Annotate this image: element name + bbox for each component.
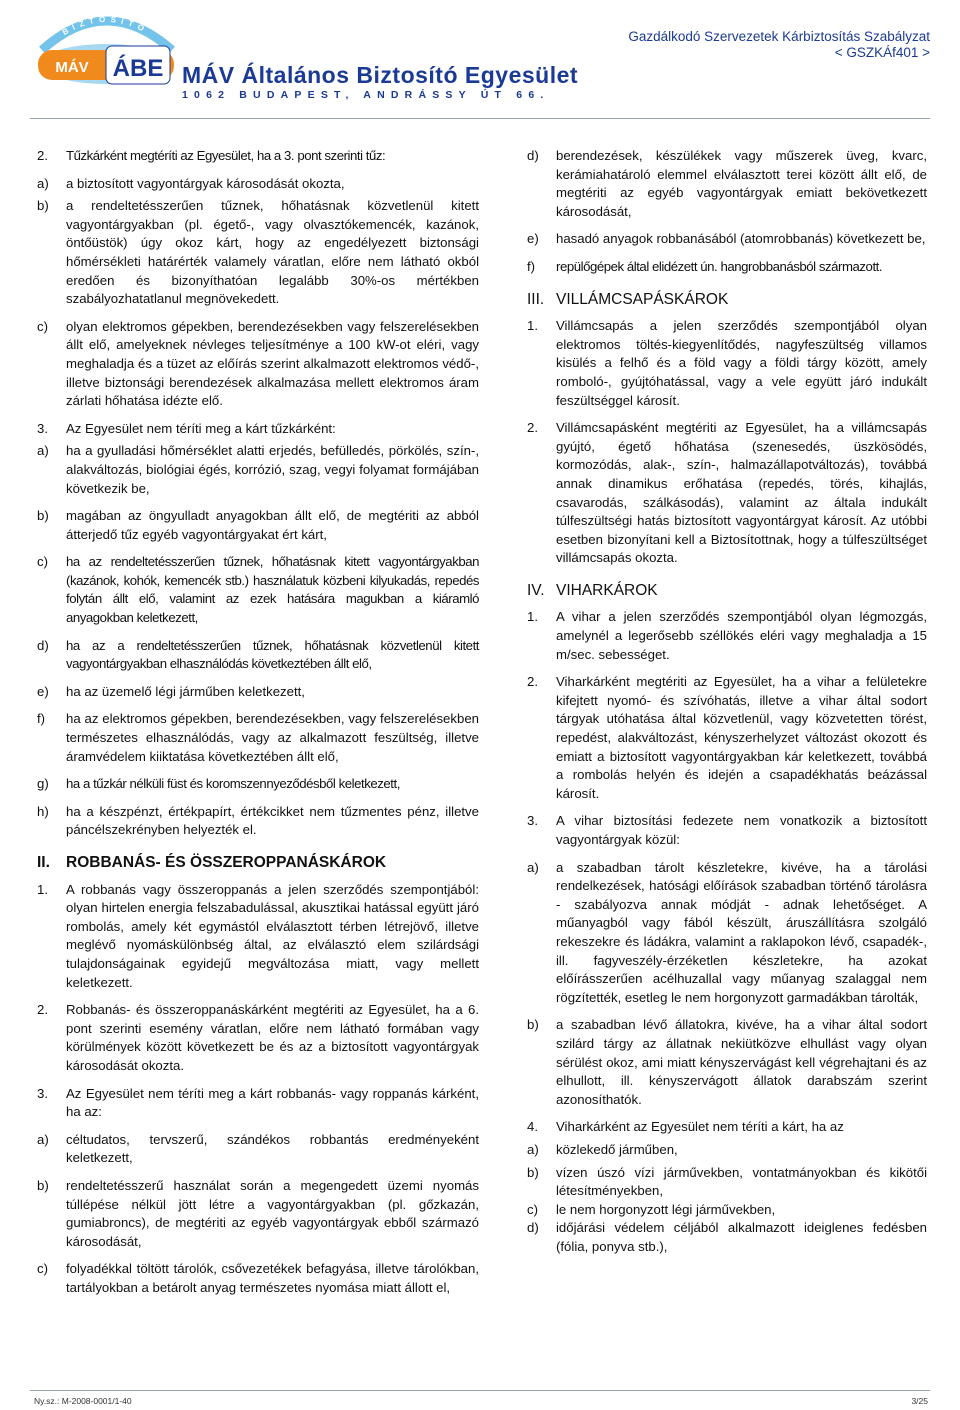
item-label: d) — [527, 148, 539, 163]
item-label: e) — [527, 231, 539, 247]
list-item — [527, 673, 927, 803]
list-item — [37, 1177, 479, 1251]
section-heading — [527, 582, 927, 601]
item-label: 3. — [527, 813, 538, 829]
list-item — [37, 710, 479, 766]
list-item — [37, 683, 479, 702]
list-item — [527, 147, 927, 221]
item-label: 1. — [37, 881, 48, 897]
list-item — [37, 318, 479, 411]
item-text: a szabadban tárolt készletekre, kivéve, ha a tárolási rendelkezések, hatósági előírások szabadban történő tárolásra - szabályozva annak módját - adnak lehetőséget. A műanyagból vagy fából készült, áruszállításra szolgáló rekeszekre és ládákra, valamint a raklapokon lévő, csapadék-, ill. fagyveszély-érzéketlen készletekre, ha azokat előírásszerűen acélhuzallal vagy műanyag szalaggal nem rögzítették, esetleg le nem horgonyzott garmadákban tárolták, — [556, 859, 927, 1005]
item-text: Az Egyesület nem téríti meg a kárt tűzkárként: — [66, 420, 336, 436]
item-text: a szabadban lévő állatokra, kivéve, ha a vihar által sodort szilárd tárgy az állatnak nekiütközve elhullást vagy olyan sérülést okoz, ami miatt kényszervágást kell végrehajtani és az elhullott, ill. kényszervágott állatok darabszám szerint azonosíthatók. — [556, 1017, 927, 1107]
item-label: a) — [527, 1141, 539, 1157]
item-text: hasadó anyagok robbanásából (atomrobbanás) következett be, — [556, 231, 926, 247]
list-item — [527, 419, 927, 568]
list-item — [527, 1201, 927, 1220]
mav-abe-logo — [32, 6, 180, 88]
list-item — [527, 317, 927, 410]
header-divider — [30, 118, 930, 119]
item-text: ha a tűzkár nélküli füst és koromszennyeződésből keletkezett, — [66, 776, 400, 792]
item-label: b) — [37, 198, 49, 214]
item-label: d) — [527, 1220, 539, 1236]
list-item — [37, 442, 479, 498]
item-label: c) — [527, 1201, 538, 1217]
list-item — [37, 175, 479, 194]
footer-divider — [30, 1390, 930, 1391]
item-text: a rendeltetésszerűen tűznek, hőhatásnak közvetlenül kitett vagyontárgyakban (pl. égető-, vagy olvasztókemencék, kazánok, öntőüstök) úgy okoz kárt, hogy az engedélyezett biztonsági hőmérsékleti határérték valamely váratlan, előre nem látható okból eredően és bizonyíthatóan legalább 30%-os mértékben szabályozhatatlanul megnövekedett. — [66, 198, 479, 307]
org-address: 1062 BUDAPEST, ANDRÁSSY ÚT 66. — [182, 89, 550, 101]
item-label: a) — [37, 443, 49, 459]
list-item — [37, 1085, 479, 1122]
list-item — [37, 553, 479, 627]
item-label: e) — [37, 683, 49, 699]
org-name: MÁV Általános Biztosító Egyesület — [182, 62, 579, 88]
section-title: VIHARKÁROK — [556, 581, 658, 599]
page-header — [0, 0, 960, 120]
list-item — [527, 608, 927, 664]
regulation-code: < GSZKÁf401 > — [834, 45, 930, 60]
item-label: a) — [37, 1131, 49, 1147]
section-heading — [527, 291, 927, 310]
item-label: 2. — [527, 420, 538, 436]
item-text: közlekedő járműben, — [556, 1141, 678, 1157]
item-text: időjárási védelem céljából alkalmazott ideiglenes fedésben (fólia, ponyva stb.), — [556, 1220, 927, 1254]
list-item — [527, 258, 927, 277]
item-text: vízen úszó vízi járművekben, vontatmányokban és kikötői létesítményekben, — [556, 1164, 927, 1199]
list-item — [37, 775, 479, 794]
svg-text:ÁBE: ÁBE — [112, 55, 164, 82]
document-number: Ny.sz.: M-2008-0001/1-40 — [34, 1396, 132, 1406]
svg-text:BIZTOSÍTÓ: BIZTOSÍTÓ — [60, 14, 151, 37]
item-text: ha az elektromos gépekben, berendezésekben, vagy felszerelésekben természetes elhasználódás, vagy az alkalmazott feszültség, illetve áramvédelem kiiktatása következtében állt elő, — [66, 711, 479, 764]
item-text: a biztosított vagyontárgyak károsodását okozta, — [66, 175, 345, 191]
item-text: olyan elektromos gépekben, berendezésekben vagy felszerelésekben állt elő, amelyeknek névleges teljesítménye a 100 kW-ot eléri, vagy meghaladja és a tüzet az előírás szerint alkalmazott elektromos védő-, illetve biztonsági berendezések alkalmazása mellett elektromos áram zárlati hőhatása idézte elő. — [66, 318, 479, 409]
item-label: b) — [37, 1177, 49, 1193]
item-text: le nem horgonyzott légi járművekben, — [556, 1201, 776, 1217]
item-label: 2. — [527, 674, 538, 690]
right-column — [527, 147, 927, 1256]
item-label: 2. — [37, 1002, 48, 1018]
left-column — [37, 147, 479, 1297]
list-item — [37, 1001, 479, 1075]
list-item — [527, 859, 927, 1008]
section-heading — [37, 854, 479, 873]
list-item — [527, 1141, 927, 1160]
list-item — [527, 1118, 927, 1137]
item-label: f) — [527, 258, 536, 274]
item-label: 1. — [527, 609, 538, 625]
item-text: Viharkárként az Egyesület nem téríti a kárt, ha az — [556, 1119, 844, 1135]
item-label: b) — [527, 1017, 539, 1033]
item-text: ha a gyulladási hőmérséklet alatti erjedés, befülledés, pörkölés, szín-, alakváltozás, biológiai égés, korrózió, szag, vegyi folyamat formájában következik be, — [66, 443, 479, 496]
item-text: A vihar biztosítási fedezete nem vonatkozik a biztosított vagyontárgyak közül: — [556, 813, 927, 847]
item-text: céltudatos, tervszerű, szándékos robbantás eredményeként keletkezett, — [66, 1131, 479, 1166]
item-label: c) — [37, 554, 48, 570]
list-item — [527, 1016, 927, 1109]
list-item — [37, 420, 479, 439]
list-item — [37, 637, 479, 674]
list-item — [37, 147, 479, 166]
list-item — [37, 881, 479, 993]
item-text: ha az üzemelő légi járműben keletkezett, — [66, 683, 305, 699]
list-item — [527, 1219, 927, 1256]
page-number: 3/25 — [911, 1396, 928, 1406]
item-label: f) — [37, 711, 46, 727]
section-number: III. — [527, 290, 545, 308]
list-item — [37, 1131, 479, 1168]
item-label: 3. — [37, 1085, 48, 1101]
section-title: VILLÁMCSAPÁSKÁROK — [556, 290, 729, 308]
item-text: Viharkárként megtériti az Egyesület, ha a vihar a felületekre kifejtett nyomó- és szívóhatás, illetve a vihar által sodort tárgyak utóhatása által közvetlenül, vagy közvetetten törést, repedést, alakváltozást, kényszerhelyzet változást okozott és emiatt a biztosított vagyontárgyakban kár keletkezett, továbbá a rombolás helyén és idején a csapadékhatás beázással károsít. — [556, 674, 927, 801]
item-label: a) — [527, 859, 539, 875]
item-text: Villámcsapás a jelen szerződés szempontjából olyan elektromos töltés-kiegyenlítődés, nagyfeszültség villamos kisülés a felhő és a föld vagy a földi tárgy között, amely romboló-, gyújtóhatással, vagy a vele együtt járó indukált feszültséggel károsít. — [556, 318, 927, 408]
item-label: h) — [37, 803, 49, 819]
section-title: ROBBANÁS- ÉS ÖSSZEROPPANÁSKÁROK — [66, 854, 387, 871]
item-text: Robbanás- és összeroppanáskárként megtériti az Egyesület, ha a 6. pont szerinti esemény váratlan, előre nem látható formában vagy körülmények között következett be és az a biztosított vagyontárgyak károsodását okozta. — [66, 1002, 479, 1073]
item-label: a) — [37, 175, 49, 191]
list-item — [527, 230, 927, 249]
item-label: d) — [37, 637, 49, 653]
item-label: b) — [37, 508, 49, 524]
section-number: IV. — [527, 581, 545, 599]
item-text: ha az a rendeltetésszerűen tűznek, hőhatásnak közvetlenül kitett vagyontárgyakban elhasználódás következtében állt elő, — [66, 637, 479, 672]
svg-text:MÁV: MÁV — [55, 59, 89, 76]
list-item — [37, 803, 479, 840]
item-text: folyadékkal töltött tárolók, csővezetékek befagyása, illetve tárolókban, tartályokban a betárolt anyag természetes nyomása miatt állott el, — [66, 1261, 479, 1295]
section-number: II. — [37, 854, 50, 871]
item-label: c) — [37, 1261, 48, 1277]
item-text: A robbanás vagy összeroppanás a jelen szerződés szempontjából: olyan hirtelen energia felszabadulással, akusztikai hatással együtt járó rombolás, amely két egymástól elválasztott térben létrejövő, illetve meglévő nyomáskülönbség által, az elválasztó elem szilárdsági tulajdonságainak egyidejű megváltozása miatt, vagy mellett keletkezett. — [66, 881, 479, 990]
item-label: b) — [527, 1164, 539, 1180]
item-label: g) — [37, 776, 49, 792]
list-item — [527, 1164, 927, 1201]
item-label: 2. — [37, 148, 48, 163]
item-text: ha a készpénzt, értékpapírt, értékcikket nem tűzmentes pénz, illetve páncélszekrényben helyezték el. — [66, 803, 479, 838]
item-label: 1. — [527, 318, 538, 334]
item-text: berendezések, készülékek vagy műszerek üveg, kvarc, kerámiahatároló elemmel elválasztott terei között állt elő, de megtériti az egyéb vagyontárgyak emiatt bekövetkezett károsodását, — [556, 148, 927, 219]
item-label: c) — [37, 318, 48, 334]
item-text: Villámcsapásként megtériti az Egyesület, ha a villámcsapás gyújtó, égető hőhatása (szenesedés, üszkösödés, kormozódás, alak-, szín-, halmazállapotváltozás), továbbá annak dinamikus erőhatása (repedés, törés, kihajlás, csavarodás, szálkásodás), valamint az általa indukált túlfeszültségi hatás biztosított vagyontárgyat károsít. Az utóbbi esetben bizonyítani kell a Biztosítottnak, hogy a túlfeszültséget villámcsapás okozta. — [556, 420, 927, 566]
item-text: Tűzkárként megtéríti az Egyesület, ha a 3. pont szerinti tűz: — [66, 148, 386, 163]
list-item — [37, 197, 479, 309]
list-item — [527, 812, 927, 849]
regulation-title: Gazdálkodó Szervezetek Kárbiztosítás Szabályzat — [628, 29, 930, 44]
item-text: rendeltetésszerű használat során a megengedett üzemi nyomás túllépése nélkül jött létre a vagyontárgyakban (pl. gőzkazán, gumiabroncs), de megtériti az egyéb vagyontárgyak ebből származó károsodását, — [66, 1177, 479, 1249]
item-text: ha az rendeltetésszerűen tűznek, hőhatásnak kitett vagyontárgyakban (kazánok, kohók, kemencék stb.) használatuk közbeni kilyukadás, repedés folytán állt elő, valamint az ezek hatására magukban a kiáramló anyagokban keletkezett, — [66, 554, 479, 626]
item-text: Az Egyesület nem téríti meg a kárt robbanás- vagy roppanás kárként, ha az: — [66, 1085, 479, 1120]
item-label: 3. — [37, 420, 48, 436]
item-label: 4. — [527, 1119, 538, 1135]
item-text: repülőgépek által elidézett ún. hangrobbanásból származott. — [556, 258, 883, 274]
list-item — [37, 507, 479, 544]
item-text: magában az öngyulladt anyagokban állt elő, de megtériti az abból átterjedő tűz egyéb vagyontárgyakat ért kárt, — [66, 508, 479, 542]
list-item — [37, 1260, 479, 1297]
item-text: A vihar a jelen szerződés szempontjából olyan légmozgás, amelynél a legerősebb széllökés eléri vagy meghaladja a 15 m/sec. sebességet. — [556, 609, 927, 662]
